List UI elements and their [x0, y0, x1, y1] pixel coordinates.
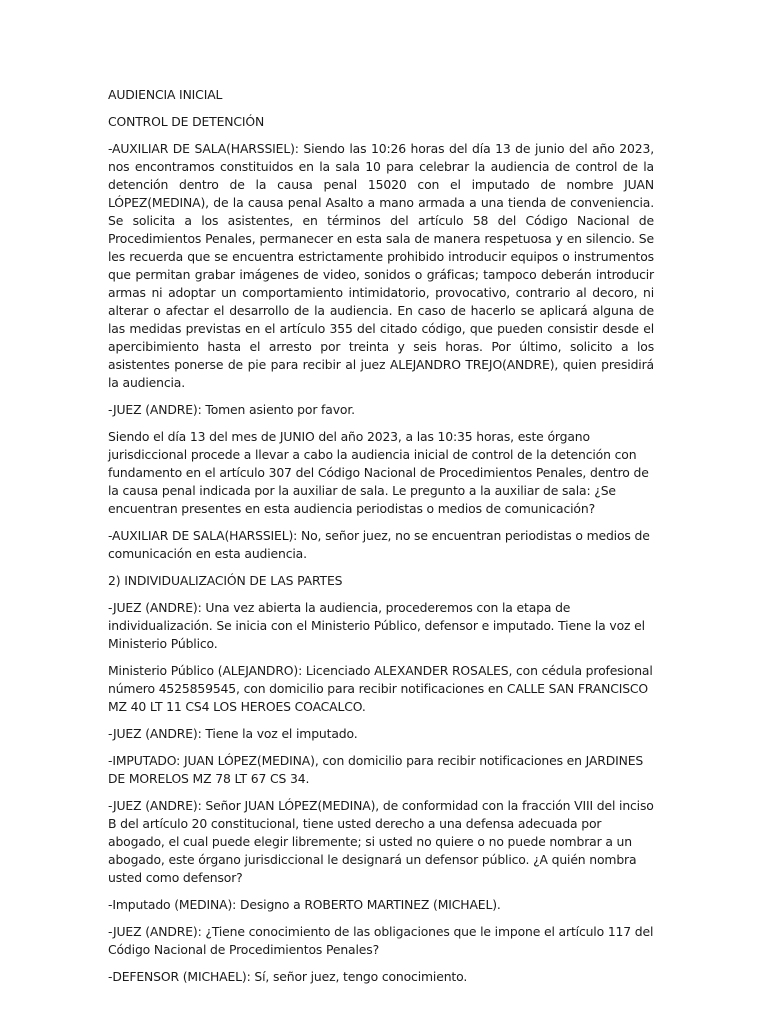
paragraph-juez-obligaciones: -JUEZ (ANDRE): ¿Tiene conocimiento de las obligaciones que le impone el artículo 117 del Código Nacional de Procedimientos Penales? — [108, 924, 654, 957]
paragraph-auxiliar-medios: -AUXILIAR DE SALA(HARSSIEL): No, señor juez, no se encuentran periodistas o medios de comunicación en esta audiencia. — [108, 528, 650, 561]
document-title: AUDIENCIA INICIAL — [108, 87, 223, 102]
document-subtitle: CONTROL DE DETENCIÓN — [108, 114, 265, 129]
paragraph-juez-asiento: -JUEZ (ANDRE): Tomen asiento por favor. — [108, 402, 355, 417]
paragraph-defensor-conocimiento: -DEFENSOR (MICHAEL): Sí, señor juez, tengo conocimiento. — [108, 969, 468, 984]
paragraph-imputado-designa: -Imputado (MEDINA): Designo a ROBERTO MARTINEZ (MICHAEL). — [108, 897, 501, 912]
paragraph-imputado-domicilio: -IMPUTADO: JUAN LÓPEZ(MEDINA), con domicilio para recibir notificaciones en JARDINES DE MORELOS MZ 78 LT 67 CS 34. — [108, 753, 644, 786]
paragraph-auxiliar-opening: -AUXILIAR DE SALA(HARSSIEL): Siendo las 10:26 horas del día 13 de junio del año 2023, nos encontramos constituidos en la sala 10 para celebrar la audiencia de control de la detención dentro de la causa penal 15020 con el imputado de nombre JUAN LÓPEZ(MEDINA), de la causa penal Asalto a mano armada a una tienda de conveniencia. Se solicita a los asistentes, en términos del artículo 58 del Código Nacional de Procedimientos Penales, permanecer en esta sala de manera respetuosa y en silencio. Se les recuerda que se encuentra estrictamente prohibido introducir equipos o instrumentos que permitan grabar imágenes de video, sonidos o gráficas; tampoco deberán introducir armas ni adoptar un comportamiento intimidatorio, provocativo, contrario al decoro, ni alterar o afectar el desarrollo de la audiencia. En caso de hacerlo se aplicará alguna de las medidas previstas en el artículo 355 del citado código, que pueden consistir desde el apercibimiento hasta el arresto por treinta y seis horas. Por último, solicito a los asistentes ponerse de pie para recibir al juez ALEJANDRO TREJO(ANDRE), quien presidirá la audiencia. — [108, 141, 654, 390]
paragraph-juez-apertura: Siendo el día 13 del mes de JUNIO del año 2023, a las 10:35 horas, este órgano jurisdiccional procede a llevar a cabo la audiencia inicial de control de la detención con fundamento en el artículo 307 del Código Nacional de Procedimientos Penales, dentro de la causa penal indicada por la auxiliar de sala. Le pregunto a la auxiliar de sala: ¿Se encuentran presentes en esta audiencia periodistas o medios de comunicación? — [108, 429, 649, 516]
paragraph-ministerio-publico: Ministerio Público (ALEJANDRO): Licenciado ALEXANDER ROSALES, con cédula profesional número 4525859545, con domicilio para recibir notificaciones en CALLE SAN FRANCISCO MZ 40 LT 11 CS4 LOS HEROES COACALCO. — [108, 663, 653, 714]
paragraph-juez-individualizacion: -JUEZ (ANDRE): Una vez abierta la audiencia, procederemos con la etapa de individualización. Se inicia con el Ministerio Público, defensor e imputado. Tiene la voz el Ministerio Público. — [108, 600, 645, 651]
section-heading-individualizacion: 2) INDIVIDUALIZACIÓN DE LAS PARTES — [108, 573, 343, 588]
paragraph-juez-voz-imputado: -JUEZ (ANDRE): Tiene la voz el imputado. — [108, 726, 358, 741]
document-page — [108, 86, 654, 995]
paragraph-juez-defensa: -JUEZ (ANDRE): Señor JUAN LÓPEZ(MEDINA), de conformidad con la fracción VIII del inciso B del artículo 20 constitucional, tiene usted derecho a una defensa adecuada por abogado, el cual puede elegir libremente; si usted no quiere o no puede nombrar a un abogado, este órgano jurisdiccional le designará un defensor público. ¿A quién nombra usted como defensor? — [108, 798, 654, 885]
